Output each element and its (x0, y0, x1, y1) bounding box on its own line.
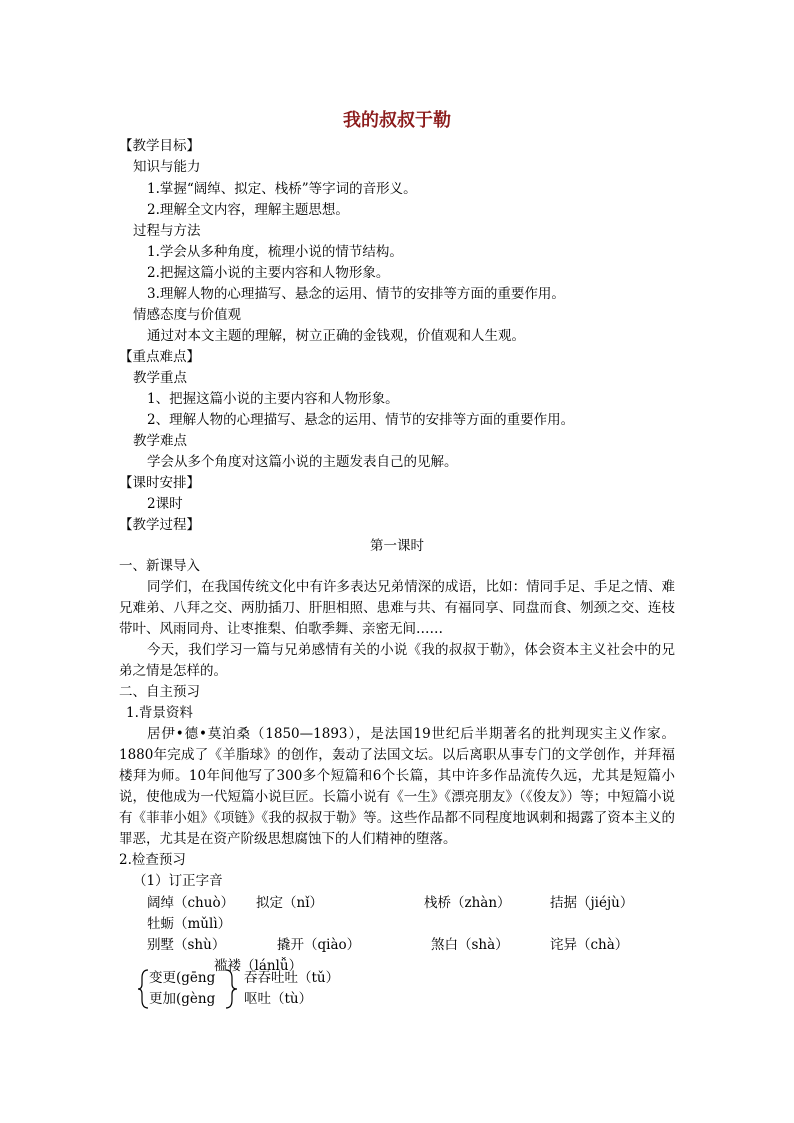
focus-item-1: 1、把握这篇小说的主要内容和人物形象。 (147, 391, 399, 407)
word-jieju: 拮据（jiéjù） (550, 895, 634, 911)
word-biangeng: 变更(gēng (149, 970, 216, 986)
focus-label: 教学重点 (133, 370, 187, 386)
process-item-2: 2.把握这篇小说的主要内容和人物形象。 (147, 265, 390, 281)
intro-paragraph-1: 同学们，在我国传统文化中有许多表达兄弟情深的成语，比如：情同手足、手足之情、难兄难弟、八拜之交、两肋插刀、肝胆相照、患难与共、有福同享、同盘而食、刎颈之交、连枝带叶、风雨同舟、让枣推梨、伯歌季舞、亲密无间…… (119, 579, 675, 637)
background-title: 1.背景资料 (126, 705, 193, 721)
word-lanlv: 褴褛（lánlǚ） (214, 958, 303, 974)
key-points-heading: 【重点难点】 (119, 349, 200, 365)
knowledge-label: 知识与能力 (133, 159, 201, 175)
lesson-title: 第一课时 (370, 538, 424, 554)
background-paragraph: 居伊•德•莫泊桑（1850—1893），是法国19世纪后半期著名的批判现实主义作家。1880年完成了《羊脂球》的创作，轰动了法国文坛。以后离职从事专门的文学创作，并拜福楼拜为师。10年间他写了300多个短篇和6个长篇，其中许多作品流传久远，尤其是短篇小说，使他成为一代短篇小说巨匠。长篇小说有《一生》《漂亮朋友》（《俊友》）等；中短篇小说有《菲菲小姐》《项链》《我的叔叔于勒》等。这些作品都不同程度地讽刺和揭露了资本主义的罪恶，尤其是在资产阶级思想腐蚀下的人们精神的堕落。 (119, 726, 675, 847)
word-shabai: 煞白（shà） (431, 937, 509, 953)
attitude-text: 通过对本文主题的理解，树立正确的金钱观，价值观和人生观。 (147, 328, 525, 344)
schedule-heading: 【课时安排】 (119, 475, 200, 491)
difficulty-label: 教学难点 (133, 433, 187, 449)
process-section-heading: 【教学过程】 (119, 517, 200, 533)
part1-title: 一、新课导入 (119, 558, 200, 574)
word-bieshu: 别墅（shù） (147, 937, 226, 953)
process-label: 过程与方法 (133, 223, 201, 239)
word-muli: 牡蛎（mǔlì） (147, 916, 232, 932)
attitude-label: 情感态度与价值观 (133, 307, 241, 323)
word-zhanqiao: 栈桥（zhàn） (424, 895, 511, 911)
knowledge-item-2: 2.理解全文内容，理解主题思想。 (147, 202, 349, 218)
word-chayi: 诧异（chà） (550, 937, 629, 953)
correction-title: （1）订正字音 (133, 873, 223, 889)
check-title: 2.检查预习 (119, 852, 186, 868)
process-item-1: 1.学会从多种角度，梳理小说的情节结构。 (147, 244, 403, 260)
process-item-3: 3.理解人物的心理描写、悬念的运用、情节的安排等方面的重要作用。 (147, 286, 565, 302)
schedule-text: 2课时 (147, 496, 183, 512)
word-niding: 拟定（nǐ） (256, 895, 324, 911)
word-tuntuntutu: 吞吞吐吐（tǔ） (244, 970, 340, 986)
word-kuochuo: 阔绰（chuò） (147, 895, 235, 911)
word-qiaokai: 撬开（qiào） (277, 937, 361, 953)
knowledge-item-1: 1.掌握“阔绰、拟定、栈桥”等字词的音形义。 (147, 181, 417, 197)
difficulty-text: 学会从多个角度对这篇小说的主题发表自己的见解。 (147, 454, 458, 470)
objectives-heading: 【教学目标】 (119, 138, 200, 154)
focus-item-2: 2、理解人物的心理描写、悬念的运用、情节的安排等方面的重要作用。 (147, 412, 575, 428)
word-gengjia: 更加(gèng (149, 991, 216, 1007)
intro-paragraph-2: 今天，我们学习一篇与兄弟感情有关的小说《我的叔叔于勒》，体会资本主义社会中的兄弟之情是怎样的。 (119, 642, 675, 679)
document-title: 我的叔叔于勒 (343, 110, 451, 131)
word-outu: 呕吐（tù） (244, 991, 313, 1007)
part2-title: 二、自主预习 (119, 684, 200, 700)
